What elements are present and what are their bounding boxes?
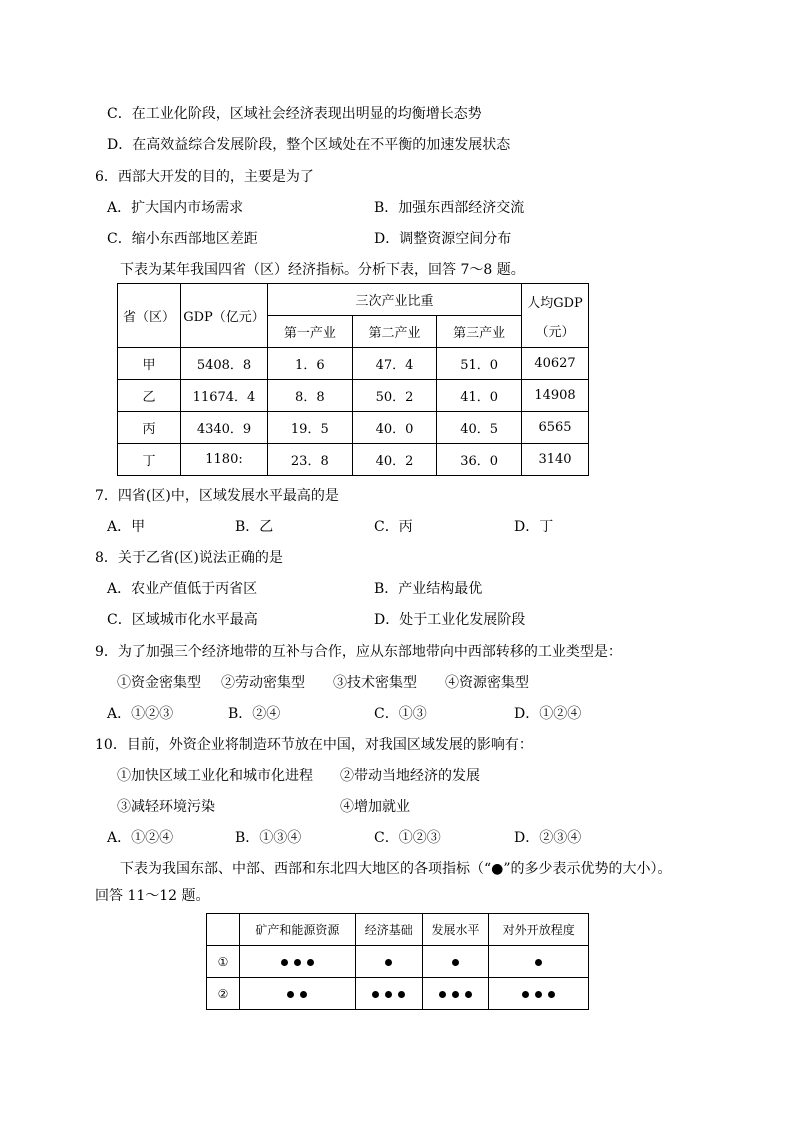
q9-option-d[interactable]: D．①②④ (514, 706, 582, 722)
cell-name: 乙 (118, 380, 181, 412)
cell-p2: 40．2 (352, 444, 437, 476)
cell-p2: 47．4 (352, 348, 437, 380)
cell-gdp: 5408．8 (181, 348, 268, 380)
cell-p1: 1．6 (268, 348, 353, 380)
q9-item-2: ②劳动密集型 (221, 675, 305, 691)
cell-pc: 3140 (522, 444, 589, 476)
q7-option-c[interactable]: C．丙 (374, 519, 413, 535)
cell-name: 甲 (118, 348, 181, 380)
header-province: 省（区） (118, 284, 181, 348)
cell-p1: 23．8 (268, 444, 353, 476)
table2-intro-line1: 下表为我国东部、中部、西部和东北四大地区的各项指标（“●”的多少表示优势的大小）。 (120, 861, 672, 877)
dot-mark (465, 991, 472, 998)
t2-header-blank (207, 914, 240, 946)
t2-header-openness: 对外开放程度 (489, 914, 589, 946)
cell-p3: 41．0 (437, 380, 522, 412)
cell-pc: 14908 (522, 380, 589, 412)
cell-gdp: 11674．4 (181, 380, 268, 412)
q8-option-b[interactable]: B．产业结构最优 (374, 581, 483, 597)
header-percap-line2: （元） (535, 324, 575, 340)
q9-item-1: ①资金密集型 (117, 675, 201, 691)
dot-cell (489, 946, 589, 978)
header-secondary: 第二产业 (352, 316, 437, 348)
t2-row-label: ① (207, 946, 240, 978)
cell-p2: 40．0 (352, 412, 437, 444)
table-row (207, 946, 589, 978)
cell-name: 丁 (118, 444, 181, 476)
q7-option-d[interactable]: D．丁 (514, 519, 554, 535)
q8-option-c[interactable]: C．区域城市化水平最高 (107, 612, 258, 628)
dot-mark (385, 959, 392, 966)
q9-item-3: ③技术密集型 (333, 675, 417, 691)
cell-p1: 19．5 (268, 412, 353, 444)
table1-intro: 下表为某年我国四省（区）经济指标。分析下表，回答 7～8 题。 (120, 262, 525, 278)
region-indicator-table (206, 913, 589, 1010)
dot-cell (355, 946, 422, 978)
q7-option-b[interactable]: B．乙 (235, 519, 274, 535)
dot-cell (422, 978, 489, 1010)
header-gdp: GDP（亿元） (181, 284, 268, 348)
dot-mark (307, 959, 314, 966)
q8-option-d[interactable]: D．处于工业化发展阶段 (374, 612, 526, 628)
q9-stem: 9．为了加强三个经济地带的互补与合作，应从东部地带向中西部转移的工业类型是： (95, 644, 622, 660)
q10-option-a[interactable]: A．①②④ (107, 830, 174, 846)
cell-gdp: 4340．9 (181, 412, 268, 444)
q7-option-a[interactable]: A．甲 (107, 519, 146, 535)
q9-option-b[interactable]: B．②④ (228, 706, 281, 722)
dot-mark (300, 991, 307, 998)
header-industry: 三次产业比重 (268, 284, 522, 316)
dot-mark (452, 959, 459, 966)
dot-cell (240, 978, 356, 1010)
header-primary: 第一产业 (268, 316, 353, 348)
table-row (118, 412, 589, 444)
header-tertiary: 第三产业 (437, 316, 522, 348)
dot-mark (548, 991, 555, 998)
dot-cell (422, 946, 489, 978)
q10-option-c[interactable]: C．①②③ (374, 830, 441, 846)
cell-p3: 40．5 (437, 412, 522, 444)
cell-p1: 8．8 (268, 380, 353, 412)
dot-cell (355, 978, 422, 1010)
dot-mark (398, 991, 405, 998)
dot-mark (372, 991, 379, 998)
q6-option-d[interactable]: D．调整资源空间分布 (374, 231, 512, 247)
q9-item-4: ④资源密集型 (445, 675, 529, 691)
q10-option-d[interactable]: D．②③④ (514, 830, 582, 846)
q6-option-b[interactable]: B．加强东西部经济交流 (374, 200, 525, 216)
header-percap-line1: 人均GDP (527, 295, 583, 311)
dot-mark (281, 959, 288, 966)
table-row (118, 380, 589, 412)
cell-p3: 51．0 (437, 348, 522, 380)
header-percap (522, 284, 589, 348)
dot-mark (385, 991, 392, 998)
cell-p2: 50．2 (352, 380, 437, 412)
q5-option-d: D．在高效益综合发展阶段，整个区域处在不平衡的加速发展状态 (107, 137, 511, 153)
table-row (118, 444, 589, 476)
dot-cell (240, 946, 356, 978)
dot-cell (489, 978, 589, 1010)
t2-header-resources: 矿产和能源资源 (240, 914, 356, 946)
q10-option-b[interactable]: B．①③④ (235, 830, 302, 846)
q8-option-a[interactable]: A．农业产值低于丙省区 (107, 581, 258, 597)
q6-option-a[interactable]: A．扩大国内市场需求 (107, 200, 244, 216)
dot-mark (439, 991, 446, 998)
dot-mark (535, 959, 542, 966)
dot-mark (287, 991, 294, 998)
dot-mark (535, 991, 542, 998)
q9-option-c[interactable]: C．①③ (374, 706, 427, 722)
cell-name: 丙 (118, 412, 181, 444)
q8-stem: 8．关于乙省(区)说法正确的是 (95, 550, 283, 566)
q10-stem: 10．目前，外资企业将制造环节放在中国，对我国区域发展的影响有： (95, 737, 533, 753)
dot-mark (294, 959, 301, 966)
dot-mark (522, 991, 529, 998)
cell-pc: 6565 (522, 412, 589, 444)
t2-row-label: ② (207, 978, 240, 1010)
q9-option-a[interactable]: A．①②③ (107, 706, 174, 722)
t2-header-development: 发展水平 (422, 914, 489, 946)
q10-item-2: ②带动当地经济的发展 (340, 768, 480, 784)
q10-item-4: ④增加就业 (340, 799, 410, 815)
table-row (207, 978, 589, 1010)
table-row (118, 348, 589, 380)
q7-stem: 7．四省(区)中，区域发展水平最高的是 (95, 488, 339, 504)
q10-item-1: ①加快区域工业化和城市化进程 (117, 768, 313, 784)
economic-indicator-table (117, 283, 589, 476)
cell-pc: 40627 (522, 348, 589, 380)
t2-header-economy: 经济基础 (355, 914, 422, 946)
q6-stem: 6．西部大开发的目的，主要是为了 (95, 169, 314, 185)
q5-option-c: C．在工业化阶段，区域社会经济表现出明显的均衡增长态势 (107, 106, 482, 122)
q10-item-3: ③减轻环境污染 (117, 799, 215, 815)
dot-mark (452, 991, 459, 998)
cell-gdp: 1180: (181, 444, 268, 476)
q6-option-c[interactable]: C．缩小东西部地区差距 (107, 231, 258, 247)
table2-intro-line2: 回答 11～12 题。 (95, 888, 210, 904)
cell-p3: 36．0 (437, 444, 522, 476)
